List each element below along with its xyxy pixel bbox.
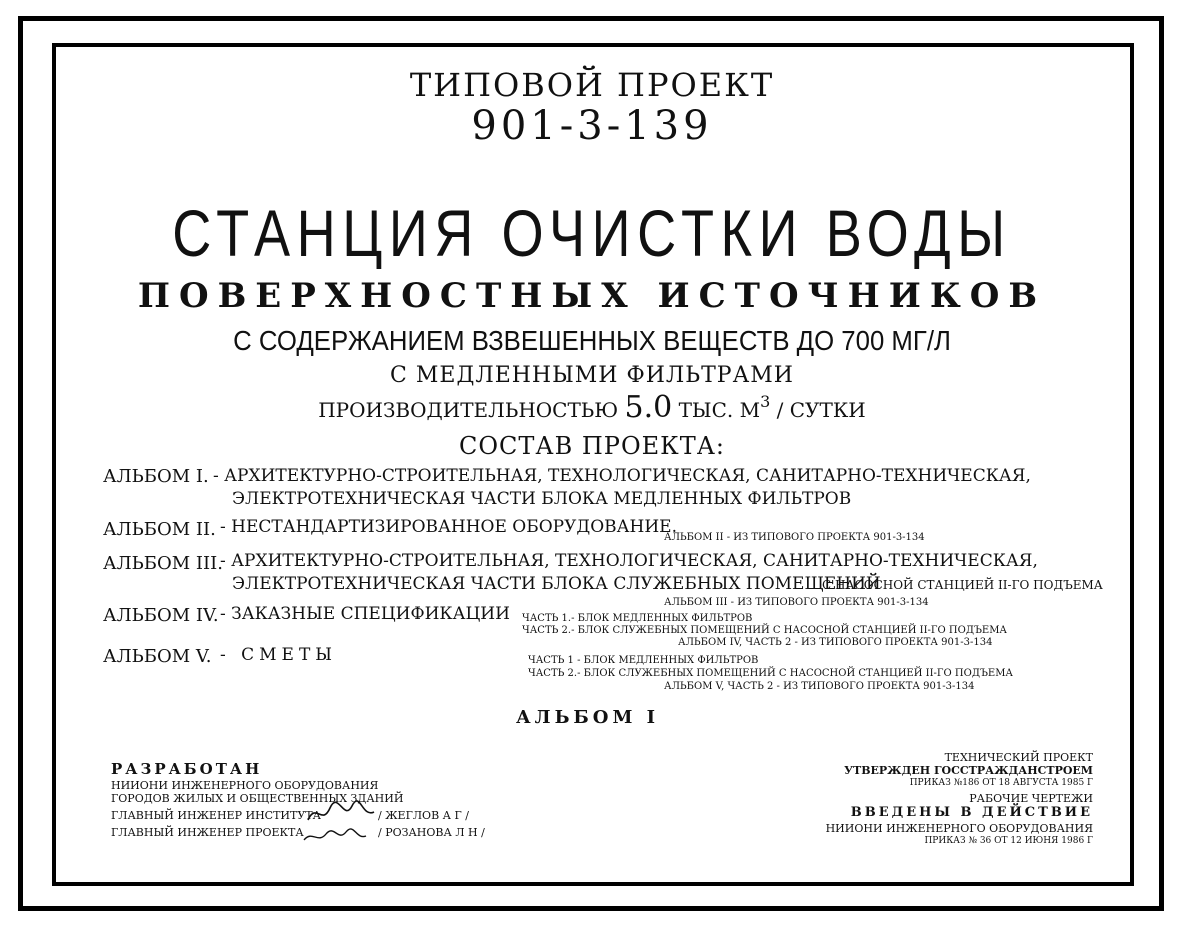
approval-technical-project: ТЕХНИЧЕСКИЙ ПРОЕКТ <box>944 751 1093 764</box>
album-3-text2: ЭЛЕКТРОТЕХНИЧЕСКАЯ ЧАСТИ БЛОКА СЛУЖЕБНЫХ ПОМЕЩЕНИЙ <box>232 574 881 594</box>
current-album: АЛЬБОМ I <box>516 707 660 728</box>
album-1-label: АЛЬБОМ I. <box>103 466 209 487</box>
subtitle-suspended-solids: С СОДЕРЖАНИЕМ ВЗВЕШЕННЫХ ВЕЩЕСТВ ДО 700 МГ/Л <box>233 325 951 356</box>
capacity-value: 5.0 <box>624 390 673 425</box>
album-4-note: АЛЬБОМ IV, ЧАСТЬ 2 - ИЗ ТИПОВОГО ПРОЕКТА 901-3-134 <box>678 637 993 648</box>
album-2-label: АЛЬБОМ II. <box>103 519 216 540</box>
project-number: 901-3-139 <box>471 103 713 149</box>
project-type-heading: ТИПОВОЙ ПРОЕКТ <box>409 66 775 104</box>
signature-1 <box>308 801 374 820</box>
album-4-part-2: ЧАСТЬ 2.- БЛОК СЛУЖЕБНЫХ ПОМЕЩЕНИЙ С НАСОСНОЙ СТАНЦИЕЙ II-ГО ПОДЪЕМА <box>522 625 1008 636</box>
album-4-part-1: ЧАСТЬ 1.- БЛОК МЕДЛЕННЫХ ФИЛЬТРОВ <box>522 613 753 624</box>
album-5-text: - СМЕТЫ <box>220 645 338 665</box>
album-1-text: - АРХИТЕКТУРНО-СТРОИТЕЛЬНАЯ, ТЕХНОЛОГИЧЕСКАЯ, САНИТАРНО-ТЕХНИЧЕСКАЯ, <box>213 466 1031 486</box>
album-5-part-2: ЧАСТЬ 2.- БЛОК СЛУЖЕБНЫХ ПОМЕЩЕНИЙ С НАСОСНОЙ СТАНЦИЕЙ II-ГО ПОДЪЕМА <box>528 668 1014 679</box>
album-1-text2: ЭЛЕКТРОТЕХНИЧЕСКАЯ ЧАСТИ БЛОКА МЕДЛЕННЫХ ФИЛЬТРОВ <box>232 489 852 509</box>
capacity-exponent: 3 <box>760 392 771 411</box>
developer-heading: РАЗРАБОТАН <box>111 760 263 778</box>
capacity-prefix: ПРОИЗВОДИТЕЛЬНОСТЬЮ <box>318 398 619 422</box>
approval-institute: НИИОНИ ИНЖЕНЕРНОГО ОБОРУДОВАНИЯ <box>825 822 1093 835</box>
signature-2 <box>304 829 366 840</box>
developer-role-1: ГЛАВНЫЙ ИНЖЕНЕР ИНСТИТУТА <box>111 809 321 822</box>
capacity-unit: ТЫС. М <box>678 398 761 422</box>
album-4-text: - ЗАКАЗНЫЕ СПЕЦИФИКАЦИИ <box>220 604 510 624</box>
developer-org-1: НИИОНИ ИНЖЕНЕРНОГО ОБОРУДОВАНИЯ <box>111 779 379 792</box>
album-3-text2-small: С НАСОСНОЙ СТАНЦИЕЙ II-ГО ПОДЪЕМА <box>822 578 1103 592</box>
approval-order-1: ПРИКАЗ №186 ОТ 18 АВГУСТА 1985 Г <box>909 778 1093 788</box>
signature-graphics <box>300 796 380 848</box>
album-3-label: АЛЬБОМ III. <box>103 553 223 574</box>
composition-heading: СОСТАВ ПРОЕКТА: <box>459 432 725 460</box>
developer-name-2: / РОЗАНОВА Л Н / <box>378 826 485 839</box>
approval-introduced: ВВЕДЕНЫ В ДЕЙСТВИЕ <box>850 805 1093 820</box>
approval-order-2: ПРИКАЗ № 36 ОТ 12 ИЮНЯ 1986 Г <box>924 836 1093 846</box>
album-3-note: АЛЬБОМ III - ИЗ ТИПОВОГО ПРОЕКТА 901-3-134 <box>664 597 929 608</box>
capacity-suffix: / СУТКИ <box>776 398 866 422</box>
subtitle-slow-filters: С МЕДЛЕННЫМИ ФИЛЬТРАМИ <box>390 363 794 388</box>
developer-role-2: ГЛАВНЫЙ ИНЖЕНЕР ПРОЕКТА <box>111 826 304 839</box>
approval-approved-by: УТВЕРЖДЕН ГОССТРАЖДАНСТРОЕМ <box>844 764 1093 777</box>
album-5-note: АЛЬБОМ V, ЧАСТЬ 2 - ИЗ ТИПОВОГО ПРОЕКТА 901-3-134 <box>664 681 975 692</box>
album-4-label: АЛЬБОМ IV. <box>103 605 219 626</box>
album-5-label: АЛЬБОМ V. <box>103 646 212 667</box>
album-2-text: - НЕСТАНДАРТИЗИРОВАННОЕ ОБОРУДОВАНИЕ. <box>220 517 677 537</box>
developer-name-1: / ЖЕГЛОВ А Г / <box>378 809 469 822</box>
document-title: СТАНЦИЯ ОЧИСТКИ ВОДЫ <box>172 196 1012 270</box>
document-title-line2: ПОВЕРХНОСТНЫХ ИСТОЧНИКОВ <box>137 276 1047 316</box>
album-5-part-1: ЧАСТЬ 1 - БЛОК МЕДЛЕННЫХ ФИЛЬТРОВ <box>528 655 759 666</box>
album-3-text: - АРХИТЕКТУРНО-СТРОИТЕЛЬНАЯ, ТЕХНОЛОГИЧЕСКАЯ, САНИТАРНО-ТЕХНИЧЕСКАЯ, <box>220 551 1038 571</box>
approval-working-drawings: РАБОЧИЕ ЧЕРТЕЖИ <box>969 792 1093 805</box>
capacity-line <box>0 390 1184 425</box>
developer-org-2: ГОРОДОВ ЖИЛЫХ И ОБЩЕСТВЕННЫХ ЗДАНИЙ <box>111 792 404 805</box>
album-2-note: АЛЬБОМ II - ИЗ ТИПОВОГО ПРОЕКТА 901-3-134 <box>664 532 925 543</box>
